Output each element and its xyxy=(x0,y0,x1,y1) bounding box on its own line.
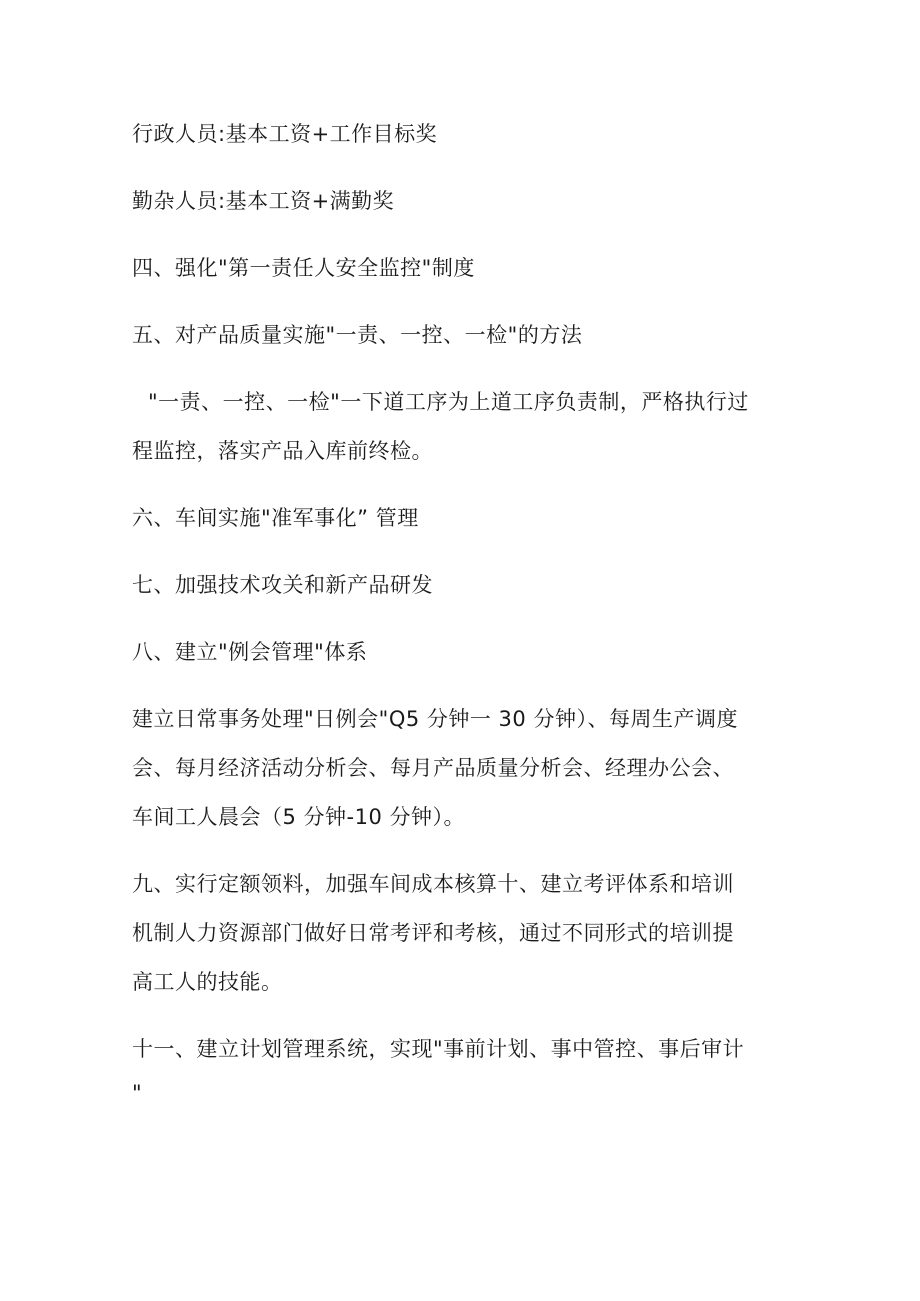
section-heading-8: 八、建立"例会管理"体系 xyxy=(132,640,368,664)
text-line-section5-body-1: "一责、一控、一检"一下道工序为上道工序负责制，严格执行过 xyxy=(148,390,749,414)
text-line-section5-body-2: 程监控，落实产品入库前终检。 xyxy=(132,439,433,463)
text-line-admin-staff: 行政人员:基本工资+工作目标奖 xyxy=(132,122,438,146)
text-line-section9-2: 机制人力资源部门做好日常考评和考核，通过不同形式的培训提 xyxy=(132,921,734,945)
text-line-section8-body-2: 会、每月经济活动分析会、每月产品质量分析会、经理办公会、 xyxy=(132,756,734,780)
section-heading-4: 四、强化"第一责任人安全监控"制度 xyxy=(132,256,475,280)
text-line-section11-1: 十一、建立计划管理系统，实现"事前计划、事中管控、事后审计 xyxy=(132,1037,745,1061)
text-line-section8-body-3: 车间工人晨会（5 分钟-10 分钟）。 xyxy=(132,805,466,829)
text-line-section8-body-1: 建立日常事务处理"日例会"Q5 分钟一 30 分钟）、每周生产调度 xyxy=(132,707,738,731)
section-heading-6: 六、车间实施"准军事化” 管理 xyxy=(132,506,419,530)
text-line-section9-1: 九、实行定额领料，加强车间成本核算十、建立考评体系和培训 xyxy=(132,872,734,896)
section-heading-5: 五、对产品质量实施"一责、一控、一检"的方法 xyxy=(132,323,583,347)
text-line-section11-2: " xyxy=(132,1081,143,1105)
text-line-section9-3: 高工人的技能。 xyxy=(132,970,283,994)
section-heading-7: 七、加强技术攻关和新产品研发 xyxy=(132,573,433,597)
text-line-support-staff: 勤杂人员:基本工资+满勤奖 xyxy=(132,189,395,213)
